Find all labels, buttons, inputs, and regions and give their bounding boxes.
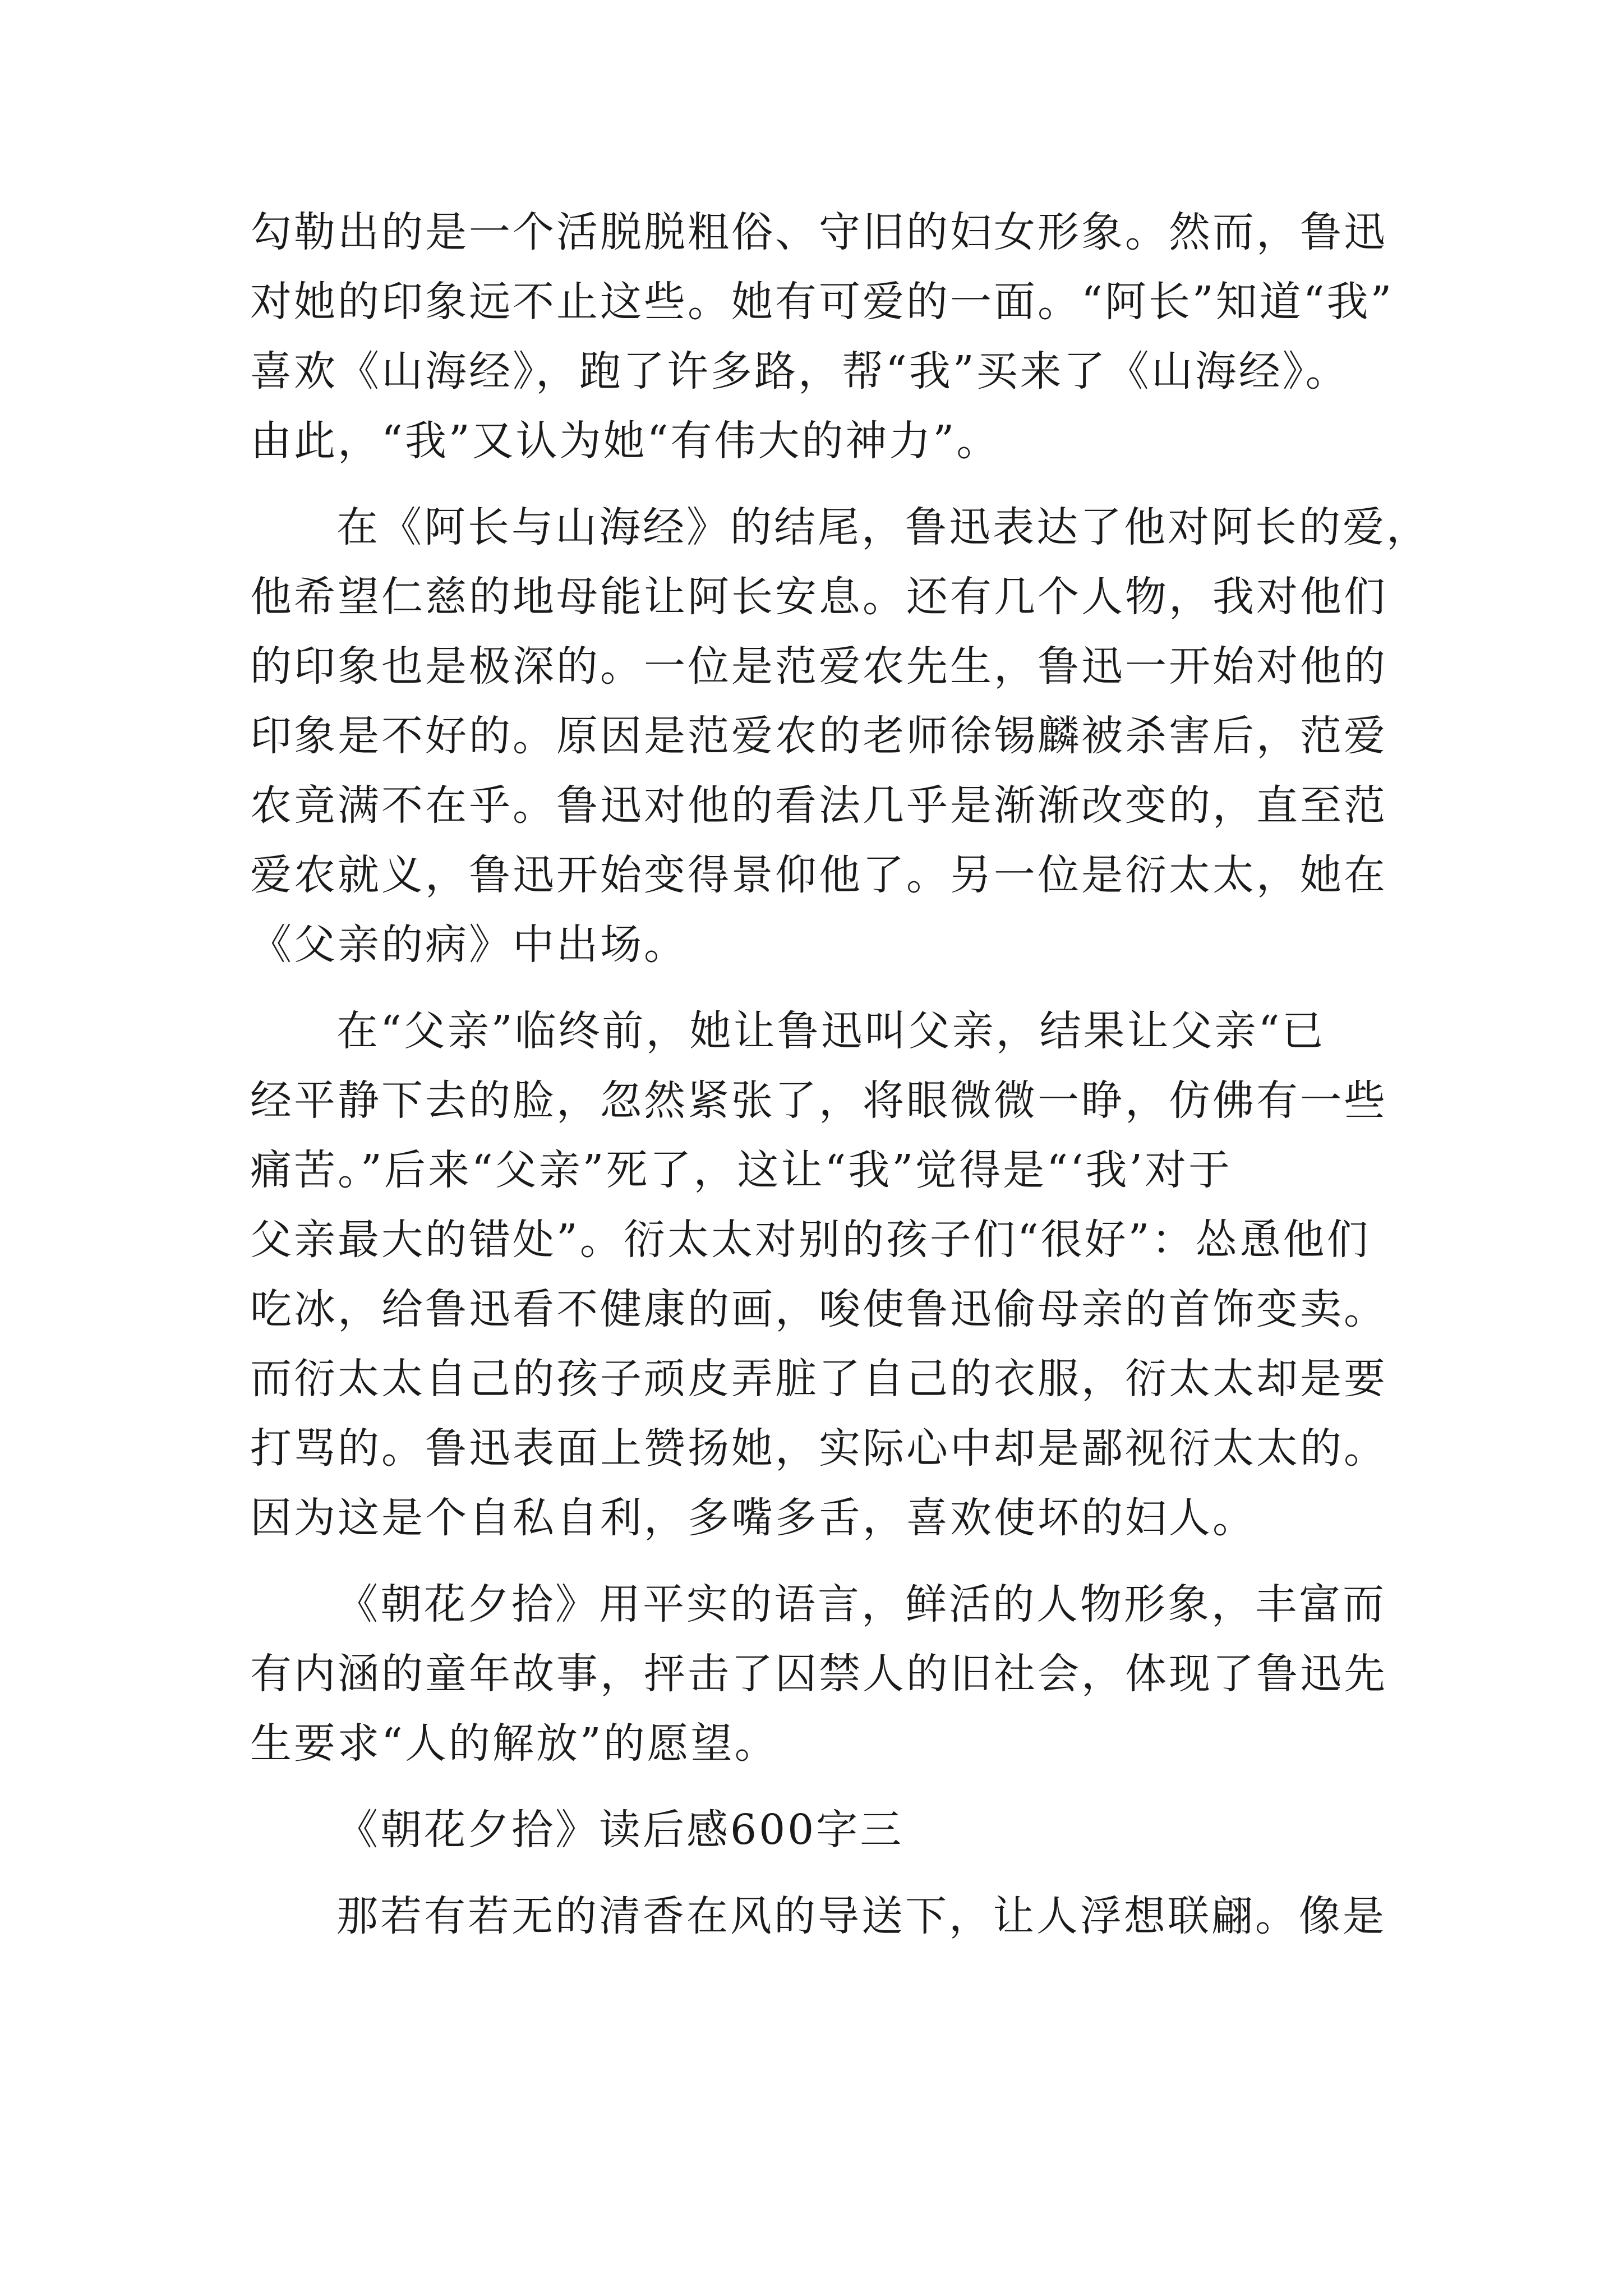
- text-line: 对她的印象远不止这些。她有可爱的一面。“阿长”知道“我”: [250, 278, 1394, 326]
- section-heading: [250, 1795, 1405, 1865]
- paragraph-gap: [250, 1553, 1405, 1570]
- text-line: 有内涵的童年故事，抨击了囚禁人的旧社会，体现了鲁迅先: [250, 1650, 1387, 1698]
- text-line: 由此，“我”又认为她“有伟大的神力”。: [250, 417, 1000, 465]
- text-line: 《父亲的病》中出场。: [250, 921, 688, 969]
- text-line: 在《阿长与山海经》的结尾，鲁迅表达了他对阿长的爱，: [336, 503, 1430, 551]
- text-line: 《朝花夕拾》用平实的语言，鲜活的人物形象，丰富而: [336, 1580, 1386, 1628]
- paragraph-gap: [250, 476, 1405, 493]
- text-line: 印象是不好的。原因是范爱农的老师徐锡麟被杀害后，范爱: [250, 712, 1387, 760]
- text-line: 那若有若无的清香在风的导送下，让人浮想联翩。像是: [336, 1892, 1386, 1940]
- text-line: 生要求“人的解放”的愿望。: [250, 1719, 778, 1768]
- text-line: 农竟满不在乎。鲁迅对他的看法几乎是渐渐改变的，直至范: [250, 781, 1387, 830]
- paragraph: [250, 493, 1430, 979]
- text-line: 父亲最大的错处”。衍太太对别的孩子们“很好”：怂恿他们: [250, 1216, 1371, 1264]
- text-line: 因为这是个自私自利，多嘴多舌，喜欢使坏的妇人。: [250, 1494, 1256, 1542]
- text-line: 在“父亲”临终前，她让鲁迅叫父亲，结果让父亲“已: [336, 1007, 1326, 1055]
- text-line: 他希望仁慈的地母能让阿长安息。还有几个人物，我对他们: [250, 573, 1387, 621]
- paragraph: [250, 1881, 1405, 1951]
- text-line: 的印象也是极深的。一位是范爱农先生，鲁迅一开始对他的: [250, 642, 1387, 691]
- paragraph: [250, 996, 1405, 1553]
- paragraph-gap: [250, 1778, 1405, 1795]
- text-line: 而衍太太自己的孩子顽皮弄脏了自己的衣服，衍太太却是要: [250, 1355, 1387, 1403]
- paragraph: [250, 197, 1405, 476]
- text-line: 经平静下去的脸，忽然紧张了，将眼微微一睁，仿佛有一些: [250, 1076, 1387, 1125]
- text-line: 爱农就义，鲁迅开始变得景仰他了。另一位是衍太太，她在: [250, 851, 1387, 899]
- text-line: 喜欢《山海经》，跑了许多路，帮“我”买来了《山海经》。: [250, 347, 1349, 395]
- text-line: 打骂的。鲁迅表面上赞扬她，实际心中却是鄙视衍太太的。: [250, 1424, 1387, 1473]
- paragraph: [250, 1570, 1405, 1778]
- document-body: [250, 197, 1430, 1951]
- text-line: 《朝花夕拾》读后感600字三: [336, 1806, 904, 1854]
- paragraph-gap: [250, 1865, 1405, 1881]
- text-line: 吃冰，给鲁迅看不健康的画，唆使鲁迅偷母亲的首饰变卖。: [250, 1285, 1387, 1333]
- paragraph-gap: [250, 979, 1405, 996]
- text-line: 勾勒出的是一个活脱脱粗俗、守旧的妇女形象。然而，鲁迅: [250, 208, 1387, 256]
- text-line: 痛苦。”后来“父亲”死了，这让“我”觉得是“‘我’对于: [250, 1146, 1233, 1194]
